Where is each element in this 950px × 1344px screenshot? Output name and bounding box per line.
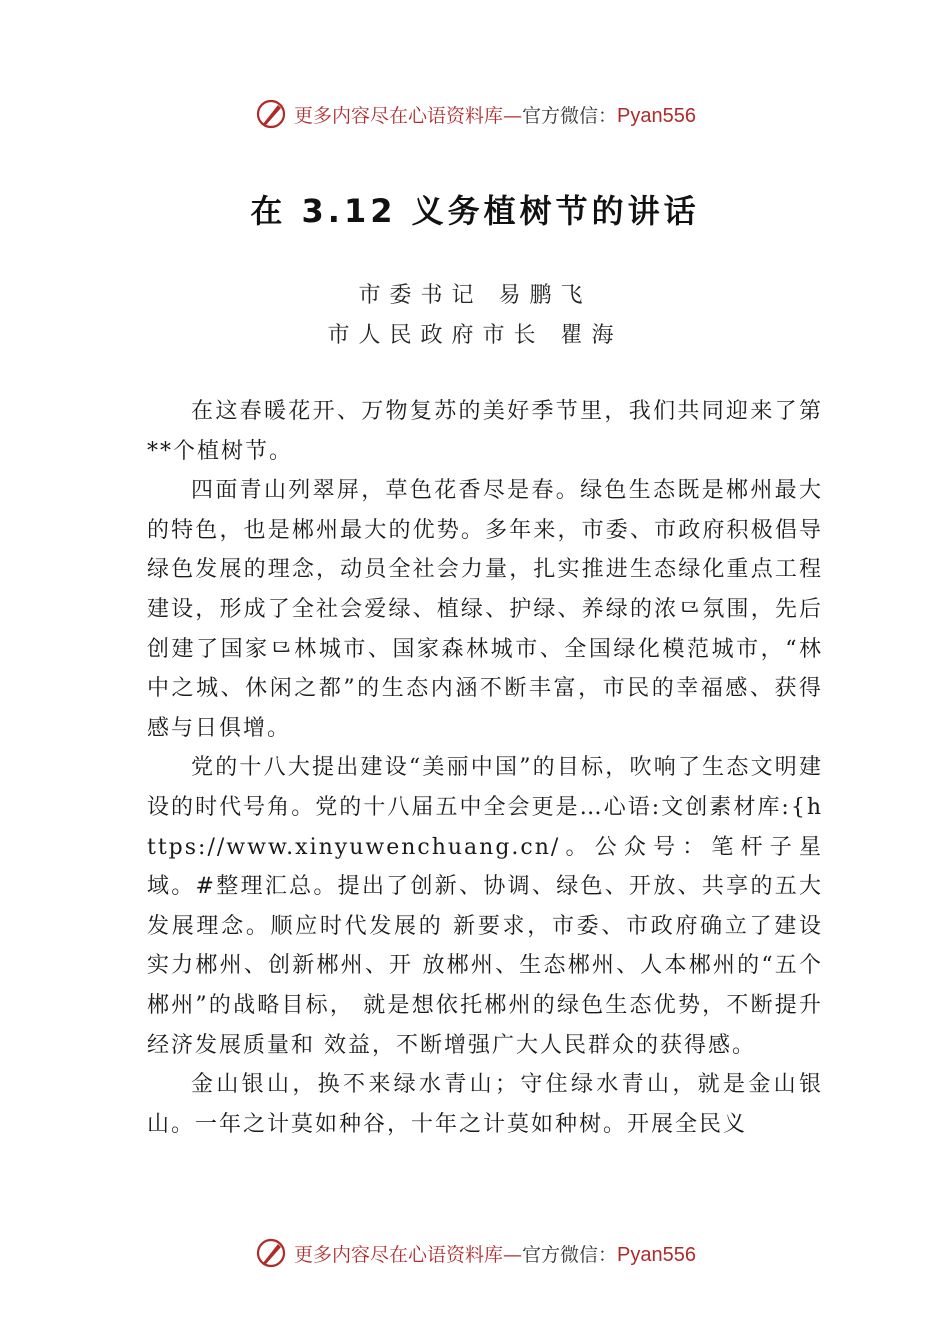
wechat-account: Pyan556 xyxy=(617,1243,696,1266)
document-title: 在 3.12 义务植树节的讲话 xyxy=(250,192,700,230)
feather-pen-logo-icon xyxy=(254,97,288,131)
paragraph: 党的十八大提出建设“美丽中国”的目标，吹响了生态文明建设的时代号角。党的十八届五中全会更是…心语:文创素材库:{https://www.xinyuwenchuang.cn/。公众号：笔杆子星域。#整理汇总。提出了创新、协调、绿色、开放、共享的五大发展理念。顺应时代发展的 新要求，市委、市政府确立了建设实力郴州、创新郴州、开 放郴州、生态郴州、人本郴州的“五个郴州”的战略目标， 就是想依托郴州的绿色生态优势，不断提升经济发展质量和 效益，不断增强广大人民群众的获得感。 xyxy=(147,755,823,1058)
document-body xyxy=(147,392,823,1144)
banner-text: 更多内容尽在心语资料库—官方微信：Pyan556 xyxy=(294,1243,696,1266)
author-line: 市人民政府市长 瞿海 xyxy=(327,323,623,348)
paragraph: 在这春暖花开、万物复苏的美好季节里，我们共同迎来了第**个植树节。 xyxy=(147,399,823,464)
footer-banner xyxy=(0,1233,950,1273)
feather-pen-logo-icon xyxy=(254,1236,288,1270)
header-banner xyxy=(0,94,950,134)
wechat-account: Pyan556 xyxy=(617,104,696,127)
banner-text: 更多内容尽在心语资料库—官方微信：Pyan556 xyxy=(294,104,696,127)
paragraph: 四面青山列翠屏，草色花香尽是春。绿色生态既是郴州最大的特色，也是郴州最大的优势。多年来，市委、市政府积极倡导绿色发展的理念，动员全社会力量，扎实推进生态绿化重点工程建设，形成了全社会爱绿、植绿、护绿、养绿的浓⺋氛围，先后创建了国家⺋林城市、国家森林城市、全国绿化模范城市，“林中之城、休闲之都”的生态内涵不断丰富，市民的幸福感、获得感与日俱增。 xyxy=(147,478,823,741)
author-line: 市委书记 易鹏飞 xyxy=(358,283,592,308)
paragraph: 金山银山，换不来绿水青山；守住绿水青山，就是金山银山。一年之计莫如种谷，十年之计莫如种树。开展全民义 xyxy=(147,1072,823,1137)
